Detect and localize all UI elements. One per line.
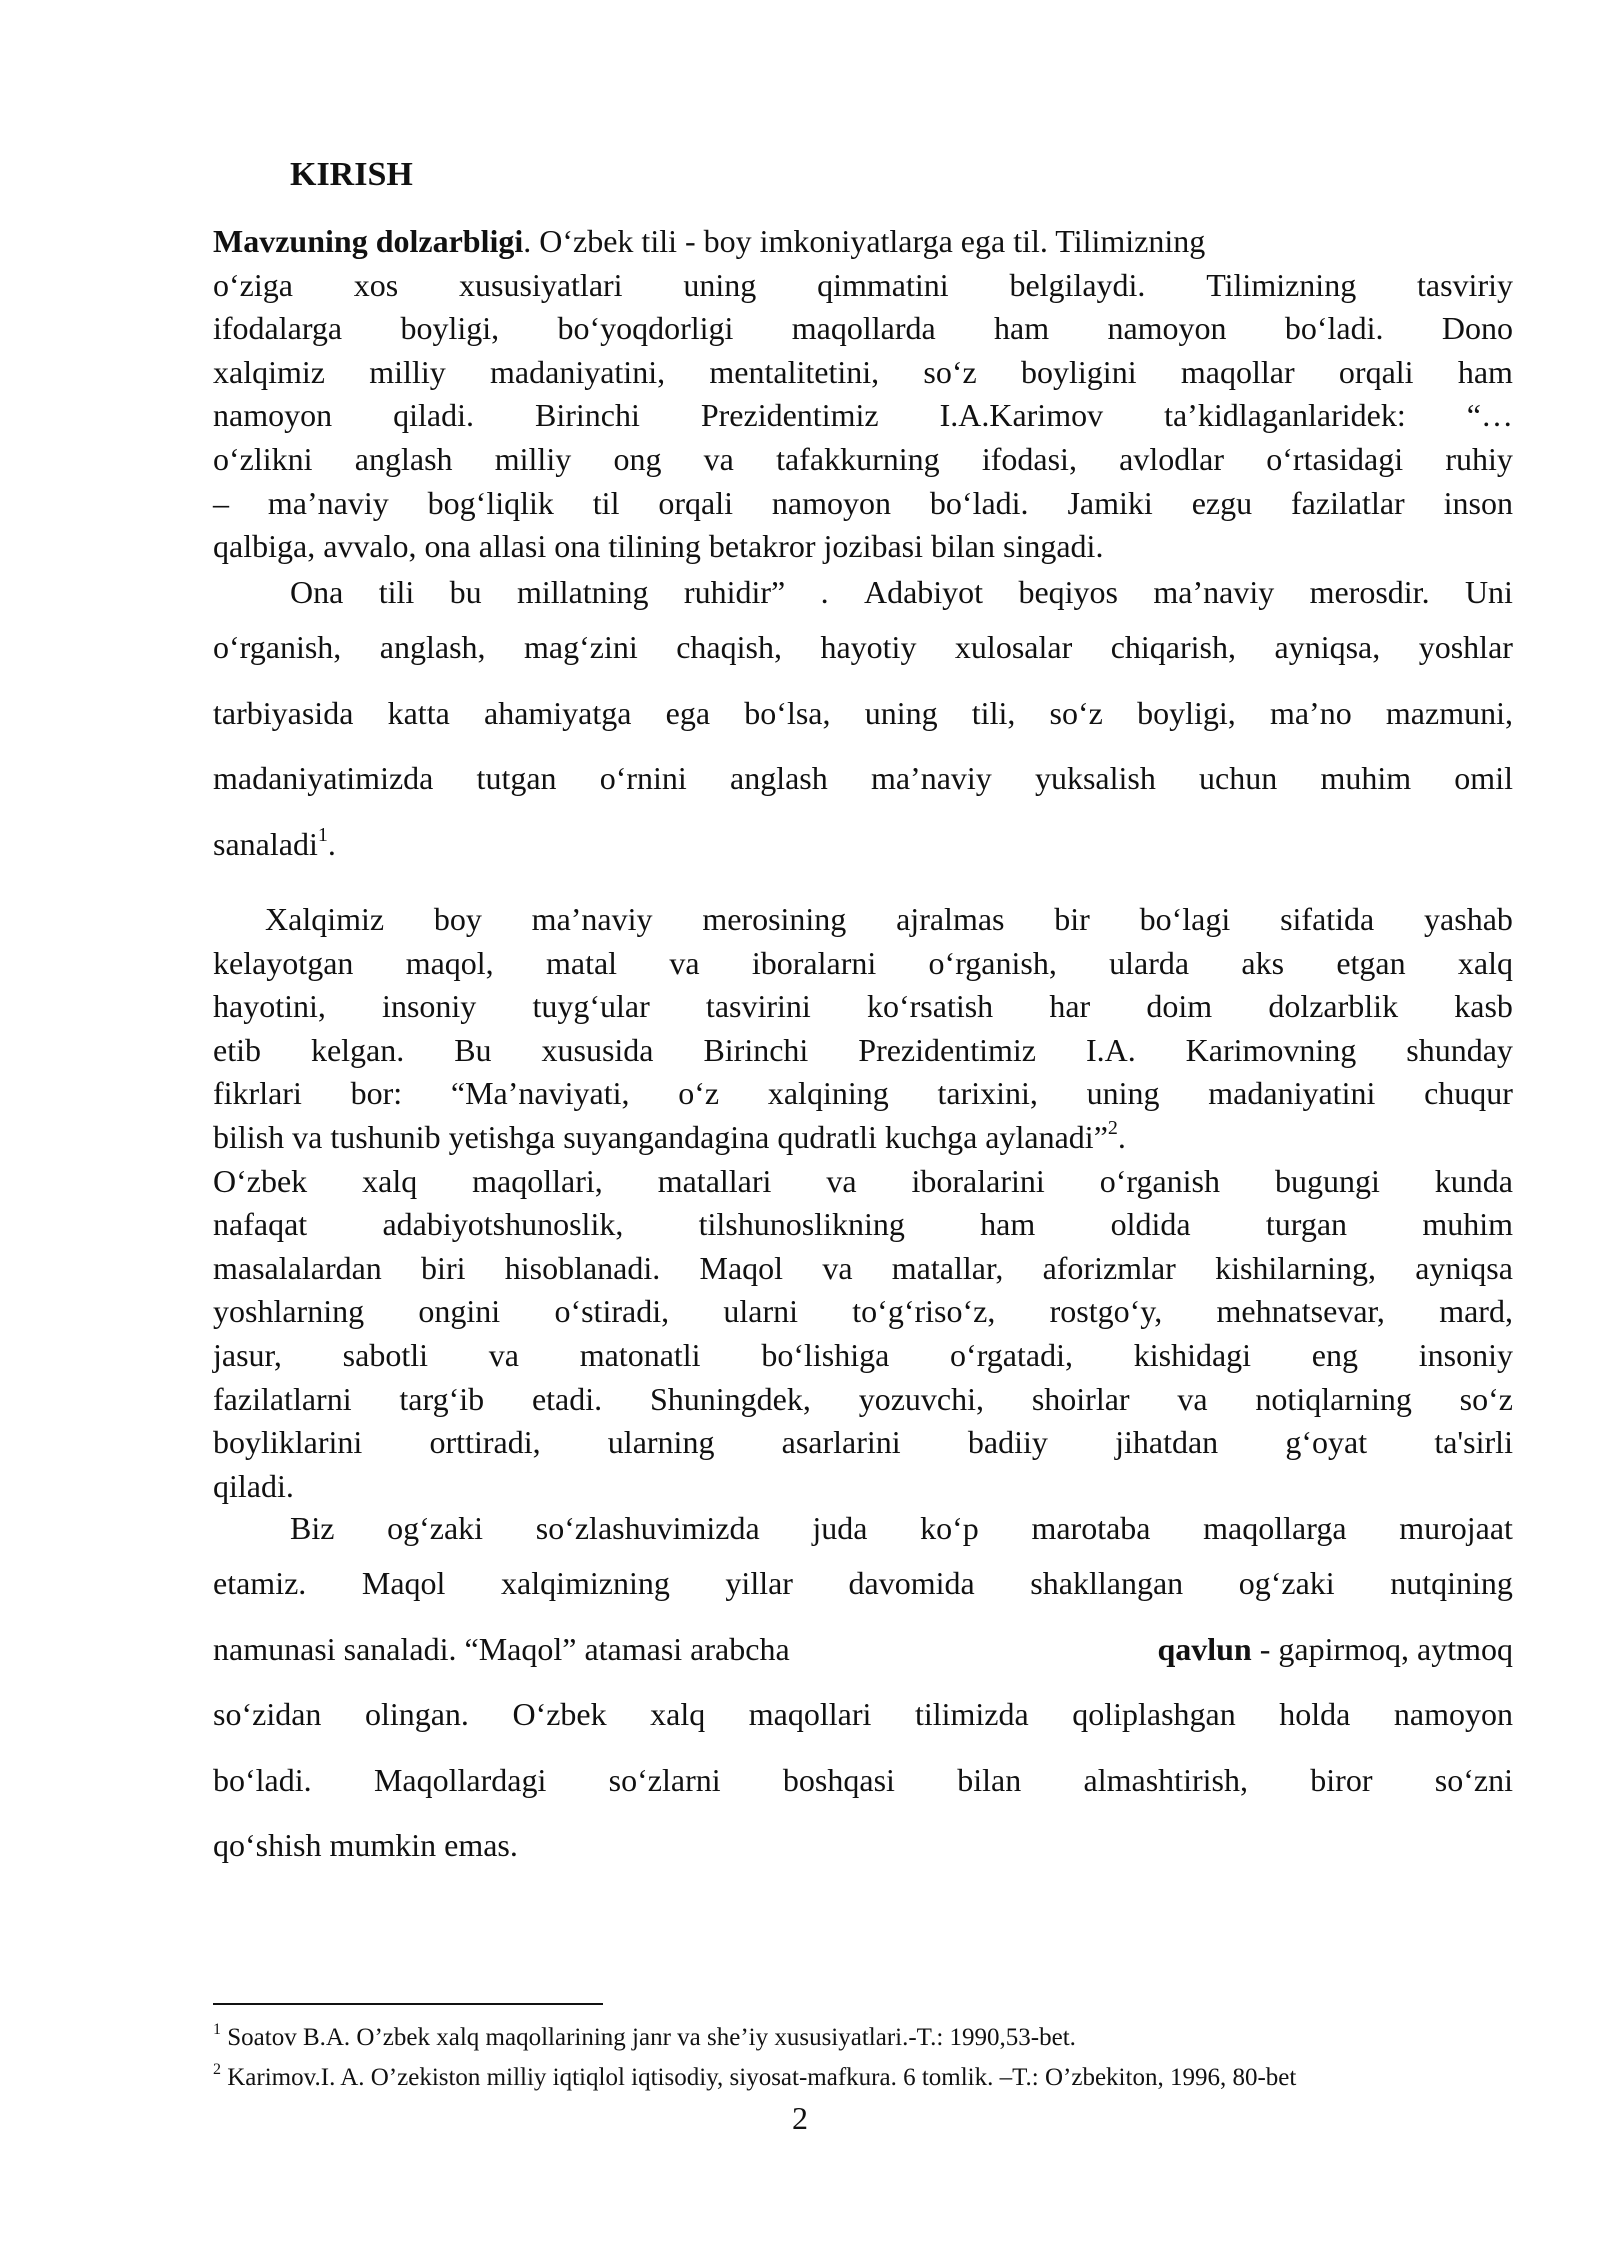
- paragraph-line: [213, 681, 1513, 747]
- word: ham: [994, 310, 1050, 347]
- word: notiqlarning: [1255, 1380, 1412, 1417]
- word: Birinchi: [534, 397, 640, 434]
- word: bo‘ladi.: [1284, 310, 1384, 347]
- word: ham: [1457, 353, 1513, 390]
- word: orqali: [658, 484, 733, 521]
- word: uning: [1086, 1075, 1160, 1112]
- word: boyligi,: [400, 310, 500, 347]
- word: ularni: [723, 1293, 798, 1330]
- word: o‘rnini: [599, 760, 687, 796]
- word: davomida: [848, 1565, 975, 1601]
- word: yoshlar: [1418, 629, 1513, 665]
- paragraph-heritage: [213, 898, 1513, 1508]
- word: bo‘lagi: [1139, 901, 1231, 937]
- word: tasvirini: [705, 988, 811, 1025]
- word: bir: [1054, 901, 1090, 937]
- word: bo‘ladi.: [929, 484, 1029, 521]
- word: etamiz.: [213, 1565, 307, 1601]
- word: boy: [433, 901, 482, 937]
- word: fazilatlarni: [213, 1380, 352, 1417]
- footnote-1: [213, 2020, 1513, 2053]
- word: ifodasi,: [981, 440, 1077, 477]
- word: Maqollardagi: [373, 1761, 547, 1798]
- word: so‘zni: [1434, 1761, 1513, 1798]
- paragraph-line: [213, 1029, 1513, 1073]
- paragraph-line: [213, 1203, 1513, 1247]
- word: adabiyotshunoslik,: [382, 1206, 624, 1243]
- word: almashtirish,: [1083, 1761, 1248, 1798]
- word: jihatdan: [1115, 1424, 1219, 1461]
- word: ahamiyatga: [483, 694, 632, 731]
- word: so‘z: [1459, 1380, 1513, 1417]
- word: ongini: [418, 1293, 501, 1330]
- word: anglash: [730, 760, 828, 796]
- word: kishilarning,: [1215, 1249, 1376, 1286]
- word: chiqarish,: [1110, 629, 1236, 665]
- word: yozuvchi,: [858, 1380, 984, 1417]
- word: hisoblanadi.: [504, 1249, 661, 1286]
- word: matallari: [657, 1162, 772, 1199]
- word: mehnatsevar,: [1216, 1293, 1385, 1330]
- word: madaniyatimizda: [213, 760, 434, 796]
- paragraph-line: [213, 1160, 1513, 1204]
- word: Uni: [1464, 574, 1513, 610]
- word: muhim: [1320, 760, 1412, 796]
- word: katta: [387, 694, 450, 731]
- word: ko‘p: [920, 1510, 979, 1546]
- footnote-separator: [213, 2003, 603, 2005]
- paragraph-line: [213, 307, 1513, 351]
- word: anglash: [354, 440, 453, 477]
- word: aks: [1241, 944, 1285, 981]
- word: tili: [378, 574, 415, 610]
- word: millatning: [517, 574, 649, 610]
- word: sifatida: [1280, 901, 1375, 937]
- footnote-number: 2: [213, 2060, 221, 2078]
- word: Ona: [290, 574, 344, 610]
- paragraph-last-line: [213, 812, 336, 878]
- word: tafakkurning: [776, 440, 940, 477]
- word: bo‘lishiga: [761, 1336, 890, 1373]
- paragraph-line: [213, 1551, 1513, 1617]
- word: madaniyatini: [1208, 1075, 1376, 1112]
- footnote-ref-1[interactable]: 1: [317, 823, 328, 846]
- word: Bu: [454, 1031, 492, 1068]
- word: I.A.: [1085, 1031, 1136, 1068]
- word: Prezidentimiz: [858, 1031, 1036, 1068]
- word: muhim: [1422, 1206, 1513, 1243]
- paragraph-line: [213, 1116, 1513, 1160]
- word: bor:: [350, 1075, 403, 1112]
- page-number: 2: [792, 2100, 808, 2136]
- word: merosdir.: [1309, 574, 1430, 610]
- word: kelgan.: [310, 1031, 405, 1068]
- last-word: sanaladi: [213, 825, 318, 862]
- footnote-number: 1: [213, 2020, 221, 2038]
- word: shunday: [1406, 1031, 1513, 1068]
- word: oldida: [1110, 1206, 1191, 1243]
- word: xalq: [650, 1696, 706, 1732]
- word: xalqimizning: [500, 1565, 670, 1601]
- word: badiiy: [967, 1424, 1048, 1461]
- footnote-text: Karimov.I. A. O’zekiston milliy iqtiqlol iqtisodiy, siyosat-mafkura. 6 tomlik. –T.: O’zbekiton, 1996, 80-bet: [227, 2064, 1297, 2091]
- paragraph-line: qiladi.: [213, 1467, 294, 1504]
- quote-line: [213, 1116, 1126, 1160]
- word: ma’naviy: [1153, 574, 1275, 610]
- word: jasur,: [213, 1336, 282, 1373]
- word: eng: [1311, 1336, 1358, 1373]
- word: rostgo‘y,: [1049, 1293, 1163, 1330]
- word: kishidagi: [1133, 1336, 1252, 1373]
- word: matonatli: [579, 1336, 701, 1373]
- word: Karimovning: [1185, 1031, 1357, 1068]
- word: va: [822, 1249, 853, 1286]
- word: beqiyos: [1018, 574, 1118, 610]
- word: bilan: [957, 1761, 1022, 1798]
- word: xususiyatlari: [459, 266, 623, 303]
- paragraph-line: [213, 898, 1513, 942]
- word: va: [703, 440, 734, 477]
- word: mentalitetini,: [709, 353, 880, 390]
- word: yuksalish: [1034, 760, 1156, 796]
- word: og‘zaki: [387, 1510, 484, 1546]
- word: ta'sirli: [1434, 1424, 1513, 1461]
- word: ham: [980, 1206, 1036, 1243]
- paragraph-line: [213, 812, 1513, 878]
- paragraph-line: [213, 394, 1513, 438]
- word: tutgan: [476, 760, 557, 796]
- word: Shuningdek,: [649, 1380, 811, 1417]
- word: ega: [665, 694, 711, 731]
- word: etib: [213, 1031, 261, 1068]
- word: matallar,: [891, 1249, 1004, 1286]
- word: ayniqsa,: [1274, 629, 1381, 665]
- footnote-text: Soatov B.A. O’zbek xalq maqollarining janr va she’iy xususiyatlari.-T.: 1990,53-bet.: [227, 2024, 1076, 2051]
- word: ma’naviy: [870, 760, 992, 796]
- word: xalqimiz: [213, 353, 325, 390]
- line-emphasis: [1157, 1617, 1513, 1683]
- word: hayotini,: [213, 988, 326, 1025]
- word: o‘zlikni: [213, 440, 313, 477]
- paragraph-line: [213, 1505, 1513, 1551]
- paragraph-mother-tongue: [213, 569, 1513, 877]
- word: turgan: [1265, 1206, 1348, 1243]
- section-heading: KIRISH: [290, 156, 413, 193]
- word: juda: [812, 1510, 868, 1546]
- word: tili,: [971, 694, 1016, 731]
- word: ma’naviy: [267, 484, 389, 521]
- paragraph-relevance: [213, 220, 1513, 569]
- word: orttiradi,: [429, 1424, 541, 1461]
- word: iboralarini: [911, 1162, 1045, 1199]
- paragraph-line: [213, 942, 1513, 986]
- word: doim: [1146, 988, 1213, 1025]
- word: namoyon: [1393, 1696, 1513, 1732]
- word: Maqol: [699, 1249, 784, 1286]
- word: Dono: [1441, 310, 1513, 347]
- quote-punct: .: [1117, 1118, 1126, 1155]
- word: yoshlarning: [213, 1293, 365, 1330]
- word: holda: [1279, 1696, 1351, 1732]
- word: ularda: [1109, 944, 1190, 981]
- word: ezgu: [1191, 484, 1253, 521]
- word: bo‘yoqdorligi: [557, 310, 734, 347]
- word: o‘stiradi,: [554, 1293, 670, 1330]
- word: ta’kidlaganlaridek:: [1164, 397, 1406, 434]
- paragraph-line: [213, 1421, 1513, 1465]
- word: maqollari: [748, 1696, 872, 1732]
- word: so‘zlashuvimizda: [535, 1510, 760, 1546]
- word: tilimizda: [914, 1696, 1029, 1732]
- word: targ‘ib: [399, 1380, 485, 1417]
- word: milliy: [494, 440, 572, 477]
- word: orqali: [1338, 353, 1414, 390]
- word: ruhidir”: [683, 574, 786, 610]
- word: avlodlar: [1119, 440, 1225, 477]
- paragraph-line: [213, 985, 1513, 1029]
- word: o‘rganish,: [928, 944, 1057, 981]
- word: dolzarblik: [1268, 988, 1399, 1025]
- word: merosining: [702, 901, 847, 937]
- word: so‘z: [923, 353, 977, 390]
- word: kasb: [1454, 988, 1513, 1025]
- word: Biz: [290, 1510, 335, 1546]
- word: masalalardan: [213, 1249, 382, 1286]
- quote-text: bilish va tushunib yetishga suyangandagina qudratli kuchga aylanadi”: [213, 1118, 1108, 1155]
- paragraph-line: [213, 264, 1513, 308]
- word: nutqining: [1390, 1565, 1513, 1601]
- paragraph-maqol: [213, 1505, 1513, 1879]
- word: “…: [1466, 397, 1513, 434]
- word: va: [826, 1162, 857, 1199]
- word: va: [488, 1336, 519, 1373]
- word: fikrlari: [213, 1075, 302, 1112]
- word: Jamiki: [1067, 484, 1153, 521]
- word: xalqining: [767, 1075, 889, 1112]
- paragraph-line: [213, 1378, 1513, 1422]
- word: biri: [421, 1249, 466, 1286]
- word: bo‘ladi.: [213, 1761, 312, 1798]
- word: qiladi.: [393, 397, 474, 434]
- word: bog‘liqlik: [427, 484, 554, 521]
- line-post: - gapirmoq, aytmoq: [1259, 1630, 1513, 1667]
- word: fazilatlar: [1291, 484, 1405, 521]
- word: o‘z: [678, 1075, 720, 1112]
- paragraph-line: [213, 569, 1513, 615]
- paragraph-line: [213, 615, 1513, 681]
- last-punct: .: [327, 825, 336, 862]
- word: tuyg‘ular: [532, 988, 650, 1025]
- word: I.A.Karimov: [939, 397, 1104, 434]
- word: Xalqimiz: [265, 901, 385, 937]
- word: uchun: [1199, 760, 1278, 796]
- word: –: [213, 484, 229, 521]
- word: g‘oyat: [1285, 1424, 1368, 1461]
- word: murojaat: [1399, 1510, 1513, 1546]
- word: O‘zbek: [512, 1696, 607, 1732]
- word: madaniyatini,: [490, 353, 666, 390]
- word: inson: [1443, 484, 1513, 521]
- word: olingan.: [364, 1696, 469, 1732]
- word: etgan: [1336, 944, 1406, 981]
- word: Adabiyot: [863, 574, 984, 610]
- word: Maqol: [361, 1565, 446, 1601]
- relevance-line-text: . O‘zbek tili - boy imkoniyatlarga ega til. Tilimizning: [523, 223, 1206, 259]
- word: tilshunoslikning: [698, 1206, 905, 1243]
- word: matal: [545, 944, 618, 981]
- paragraph-line: [213, 1682, 1513, 1748]
- word: ma’naviy: [531, 901, 653, 937]
- word: so‘z: [1049, 694, 1103, 731]
- word: namoyon: [771, 484, 891, 521]
- word: Birinchi: [703, 1031, 809, 1068]
- paragraph-line: [213, 351, 1513, 395]
- word: xulosalar: [954, 629, 1073, 665]
- word: yashab: [1424, 901, 1513, 937]
- word: va: [1177, 1380, 1208, 1417]
- word: boyliklarini: [213, 1424, 363, 1461]
- word: asarlarini: [781, 1424, 901, 1461]
- word: nafaqat: [213, 1206, 308, 1243]
- word: o‘rganish,: [213, 629, 342, 665]
- word: uning: [864, 694, 938, 731]
- word: .: [820, 574, 829, 610]
- word: og‘zaki: [1238, 1565, 1335, 1601]
- word: so‘zlarni: [608, 1761, 721, 1798]
- word: kelayotgan: [213, 944, 354, 981]
- word: bo‘lsa,: [744, 694, 831, 731]
- word: xalq: [1457, 944, 1513, 981]
- word: insoniy: [1418, 1336, 1513, 1373]
- word: aforizmlar: [1042, 1249, 1176, 1286]
- word: bugungi: [1274, 1162, 1380, 1199]
- word: belgilaydi.: [1009, 266, 1146, 303]
- relevance-title: Mavzuning dolzarbligi: [213, 223, 524, 259]
- word: ularning: [607, 1424, 715, 1461]
- word: insoniy: [382, 988, 477, 1025]
- word: Tilimizning: [1206, 266, 1357, 303]
- word: tarixini,: [937, 1075, 1038, 1112]
- word: chuqur: [1424, 1075, 1513, 1112]
- paragraph-line: [213, 1290, 1513, 1334]
- paragraph-line: [213, 438, 1513, 482]
- word: xususida: [541, 1031, 654, 1068]
- word: ong: [613, 440, 662, 477]
- word: omil: [1454, 760, 1513, 796]
- paragraph-line: [213, 220, 1513, 264]
- word: o‘rgatadi,: [950, 1336, 1073, 1373]
- word: va: [669, 944, 700, 981]
- footnote-ref-2[interactable]: 2: [1107, 1117, 1118, 1140]
- word: shakllangan: [1030, 1565, 1184, 1601]
- relevance-line-first: [213, 220, 1205, 264]
- word: boyligini: [1021, 353, 1137, 390]
- word: maqollarga: [1203, 1510, 1347, 1546]
- word: tasviriy: [1417, 266, 1513, 303]
- word: har: [1049, 988, 1091, 1025]
- word: etadi.: [531, 1380, 603, 1417]
- paragraph-line: [213, 482, 1513, 526]
- word: boyligi,: [1137, 694, 1236, 731]
- word: maqollarda: [791, 310, 936, 347]
- word: marotaba: [1031, 1510, 1151, 1546]
- word: yillar: [725, 1565, 793, 1601]
- word: maqol,: [405, 944, 494, 981]
- word: milliy: [369, 353, 446, 390]
- word: biror: [1310, 1761, 1373, 1798]
- paragraph-line: [213, 746, 1513, 812]
- word: iboralarni: [751, 944, 877, 981]
- word: mazmuni,: [1385, 694, 1513, 731]
- line-pre: namunasi sanaladi. “Maqol” atamasi arabcha: [213, 1630, 790, 1667]
- word: boshqasi: [782, 1761, 895, 1798]
- word: namoyon: [213, 397, 333, 434]
- word: so‘zidan: [213, 1696, 322, 1732]
- word: sabotli: [342, 1336, 428, 1373]
- word: ruhiy: [1445, 440, 1513, 477]
- word: ajralmas: [896, 901, 1005, 937]
- paragraph-line: [213, 1072, 1513, 1116]
- word: Prezidentimiz: [700, 397, 879, 434]
- paragraph-line: [213, 1334, 1513, 1378]
- word: hayotiy: [820, 629, 917, 665]
- word: xalq: [362, 1162, 418, 1199]
- word: o‘rganish: [1099, 1162, 1220, 1199]
- paragraph-line: [213, 1748, 1513, 1814]
- word: maqollari,: [472, 1162, 603, 1199]
- word: ayniqsa: [1415, 1249, 1513, 1286]
- word: O‘zbek: [213, 1162, 308, 1199]
- footnote-2: [213, 2060, 1513, 2093]
- word: ko‘rsatish: [866, 988, 994, 1025]
- word: qoliplashgan: [1072, 1696, 1236, 1732]
- word: tarbiyasida: [213, 694, 354, 731]
- word: kunda: [1434, 1162, 1513, 1199]
- word: namoyon: [1107, 310, 1227, 347]
- word: “Ma’naviyati,: [450, 1075, 630, 1112]
- word: o‘ziga: [213, 266, 293, 303]
- paragraph-line: [213, 1617, 1513, 1683]
- word: uning: [683, 266, 757, 303]
- word: to‘g‘riso‘z,: [852, 1293, 996, 1330]
- word: o‘rtasidagi: [1266, 440, 1404, 477]
- word: bu: [449, 574, 482, 610]
- word: ifodalarga: [213, 310, 343, 347]
- word: chaqish,: [676, 629, 782, 665]
- word: mag‘zini: [524, 629, 638, 665]
- term-qavlun: qavlun: [1157, 1630, 1252, 1667]
- word: mard,: [1439, 1293, 1513, 1330]
- paragraph-line: [213, 1247, 1513, 1291]
- paragraph-line: qalbiga, avvalo, ona allasi ona tilining betakror jozibasi bilan singadi.: [213, 528, 1104, 565]
- word: shoirlar: [1031, 1380, 1130, 1417]
- word: anglash,: [379, 629, 486, 665]
- word: qimmatini: [817, 266, 949, 303]
- word: maqollar: [1180, 353, 1295, 390]
- word: ma’no: [1269, 694, 1352, 731]
- word: til: [592, 484, 620, 521]
- word: xos: [353, 266, 399, 303]
- paragraph-line: qo‘shish mumkin emas.: [213, 1827, 518, 1863]
